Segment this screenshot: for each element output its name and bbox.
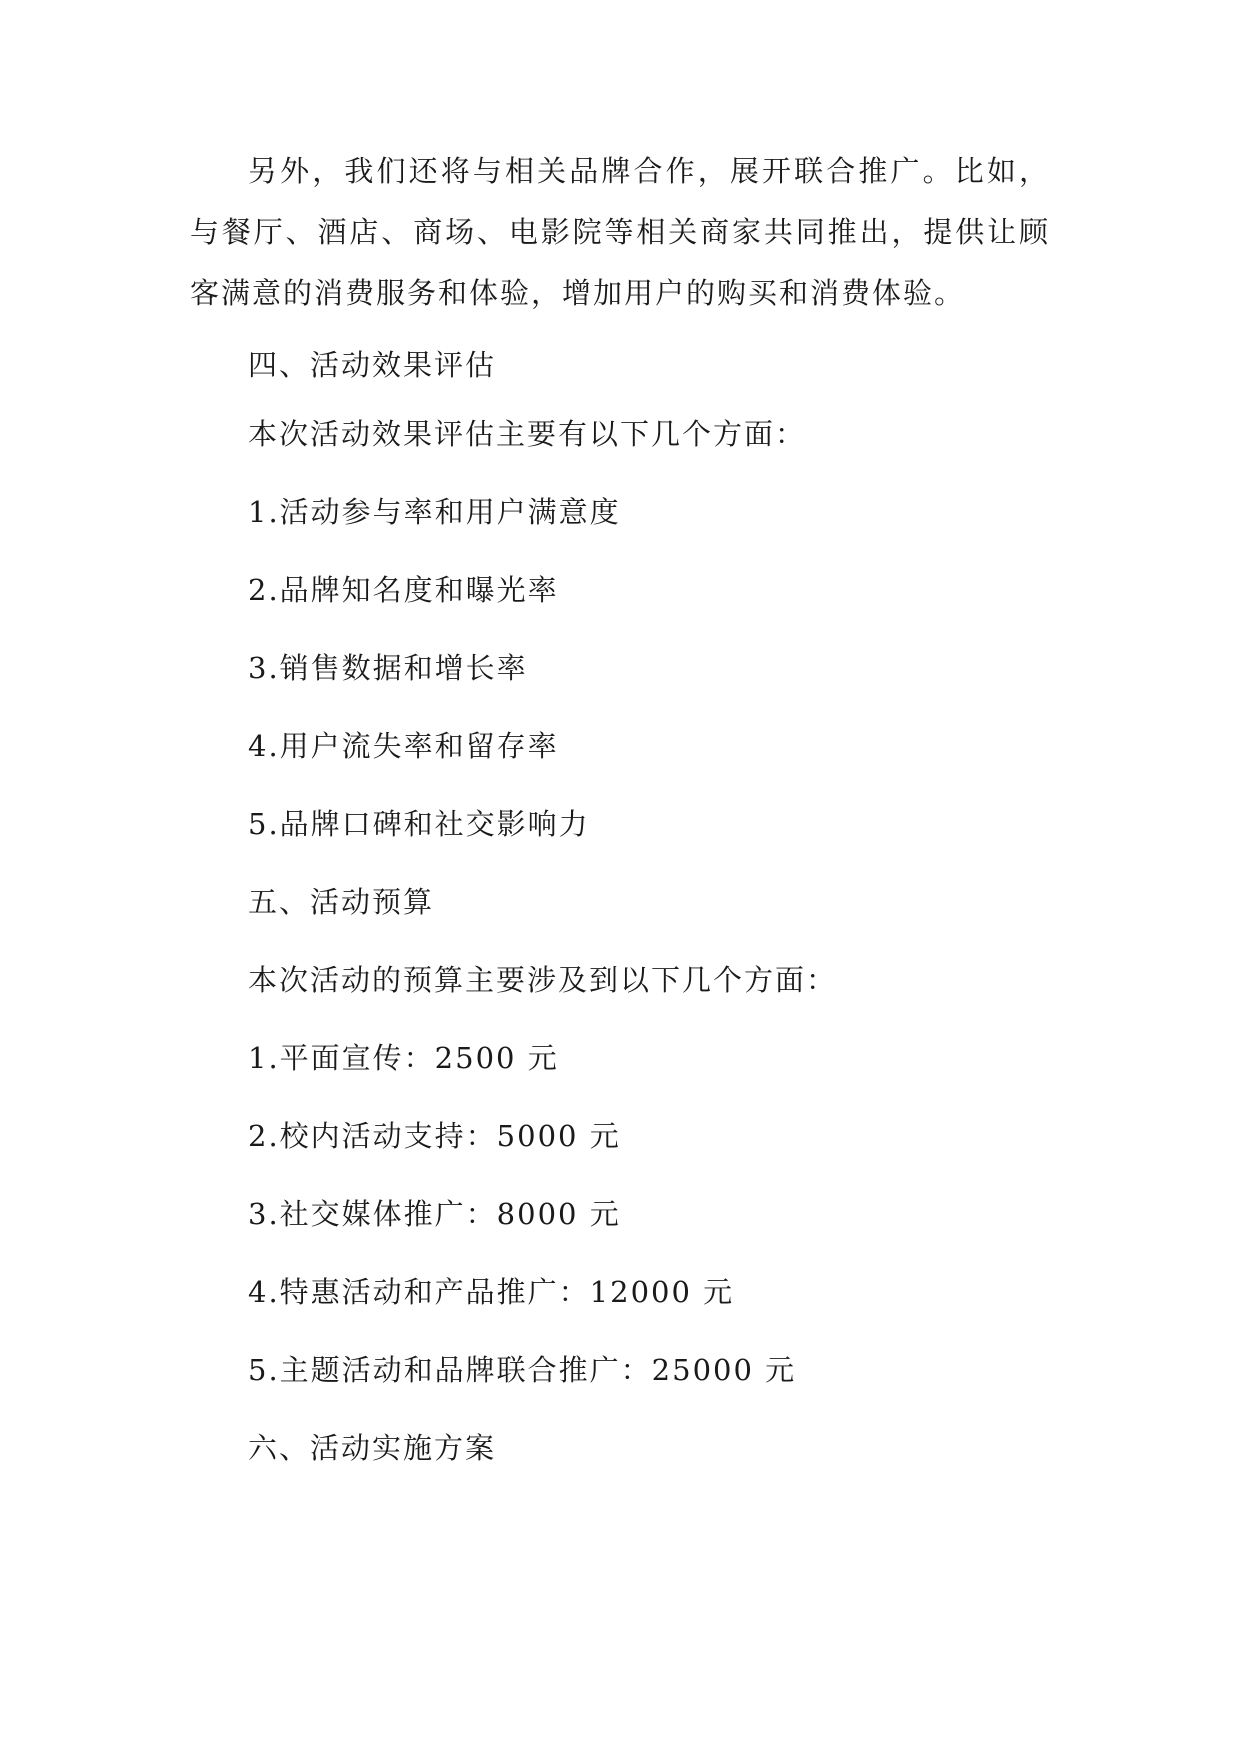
section-5-item-4: 4.特惠活动和产品推广：12000 元 <box>248 1275 735 1309</box>
section-5-lead: 本次活动的预算主要涉及到以下几个方面： <box>248 963 838 997</box>
section-4-item-2: 2.品牌知名度和曝光率 <box>248 573 559 607</box>
section-4-item-3: 3.销售数据和增长率 <box>248 651 528 685</box>
intro-paragraph: 另外，我们还将与相关品牌合作，展开联合推广。比如，与餐厅、酒店、商场、电影院等相关商家共同推出，提供让顾客满意的消费服务和体验，增加用户的购买和消费体验。 <box>190 154 1050 310</box>
section-4-lead: 本次活动效果评估主要有以下几个方面： <box>248 417 807 451</box>
section-5-item-5: 5.主题活动和品牌联合推广：25000 元 <box>248 1353 797 1387</box>
section-4-heading: 四、活动效果评估 <box>248 348 497 382</box>
section-5-item-3: 3.社交媒体推广：8000 元 <box>248 1197 621 1231</box>
section-5-item-1: 1.平面宣传：2500 元 <box>248 1041 559 1075</box>
section-5-item-2: 2.校内活动支持：5000 元 <box>248 1119 621 1153</box>
section-4-item-1: 1.活动参与率和用户满意度 <box>248 495 621 529</box>
section-6-heading: 六、活动实施方案 <box>248 1431 497 1465</box>
section-5-heading: 五、活动预算 <box>248 885 435 919</box>
section-4-item-5: 5.品牌口碑和社交影响力 <box>248 807 590 841</box>
section-4-item-4: 4.用户流失率和留存率 <box>248 729 559 763</box>
